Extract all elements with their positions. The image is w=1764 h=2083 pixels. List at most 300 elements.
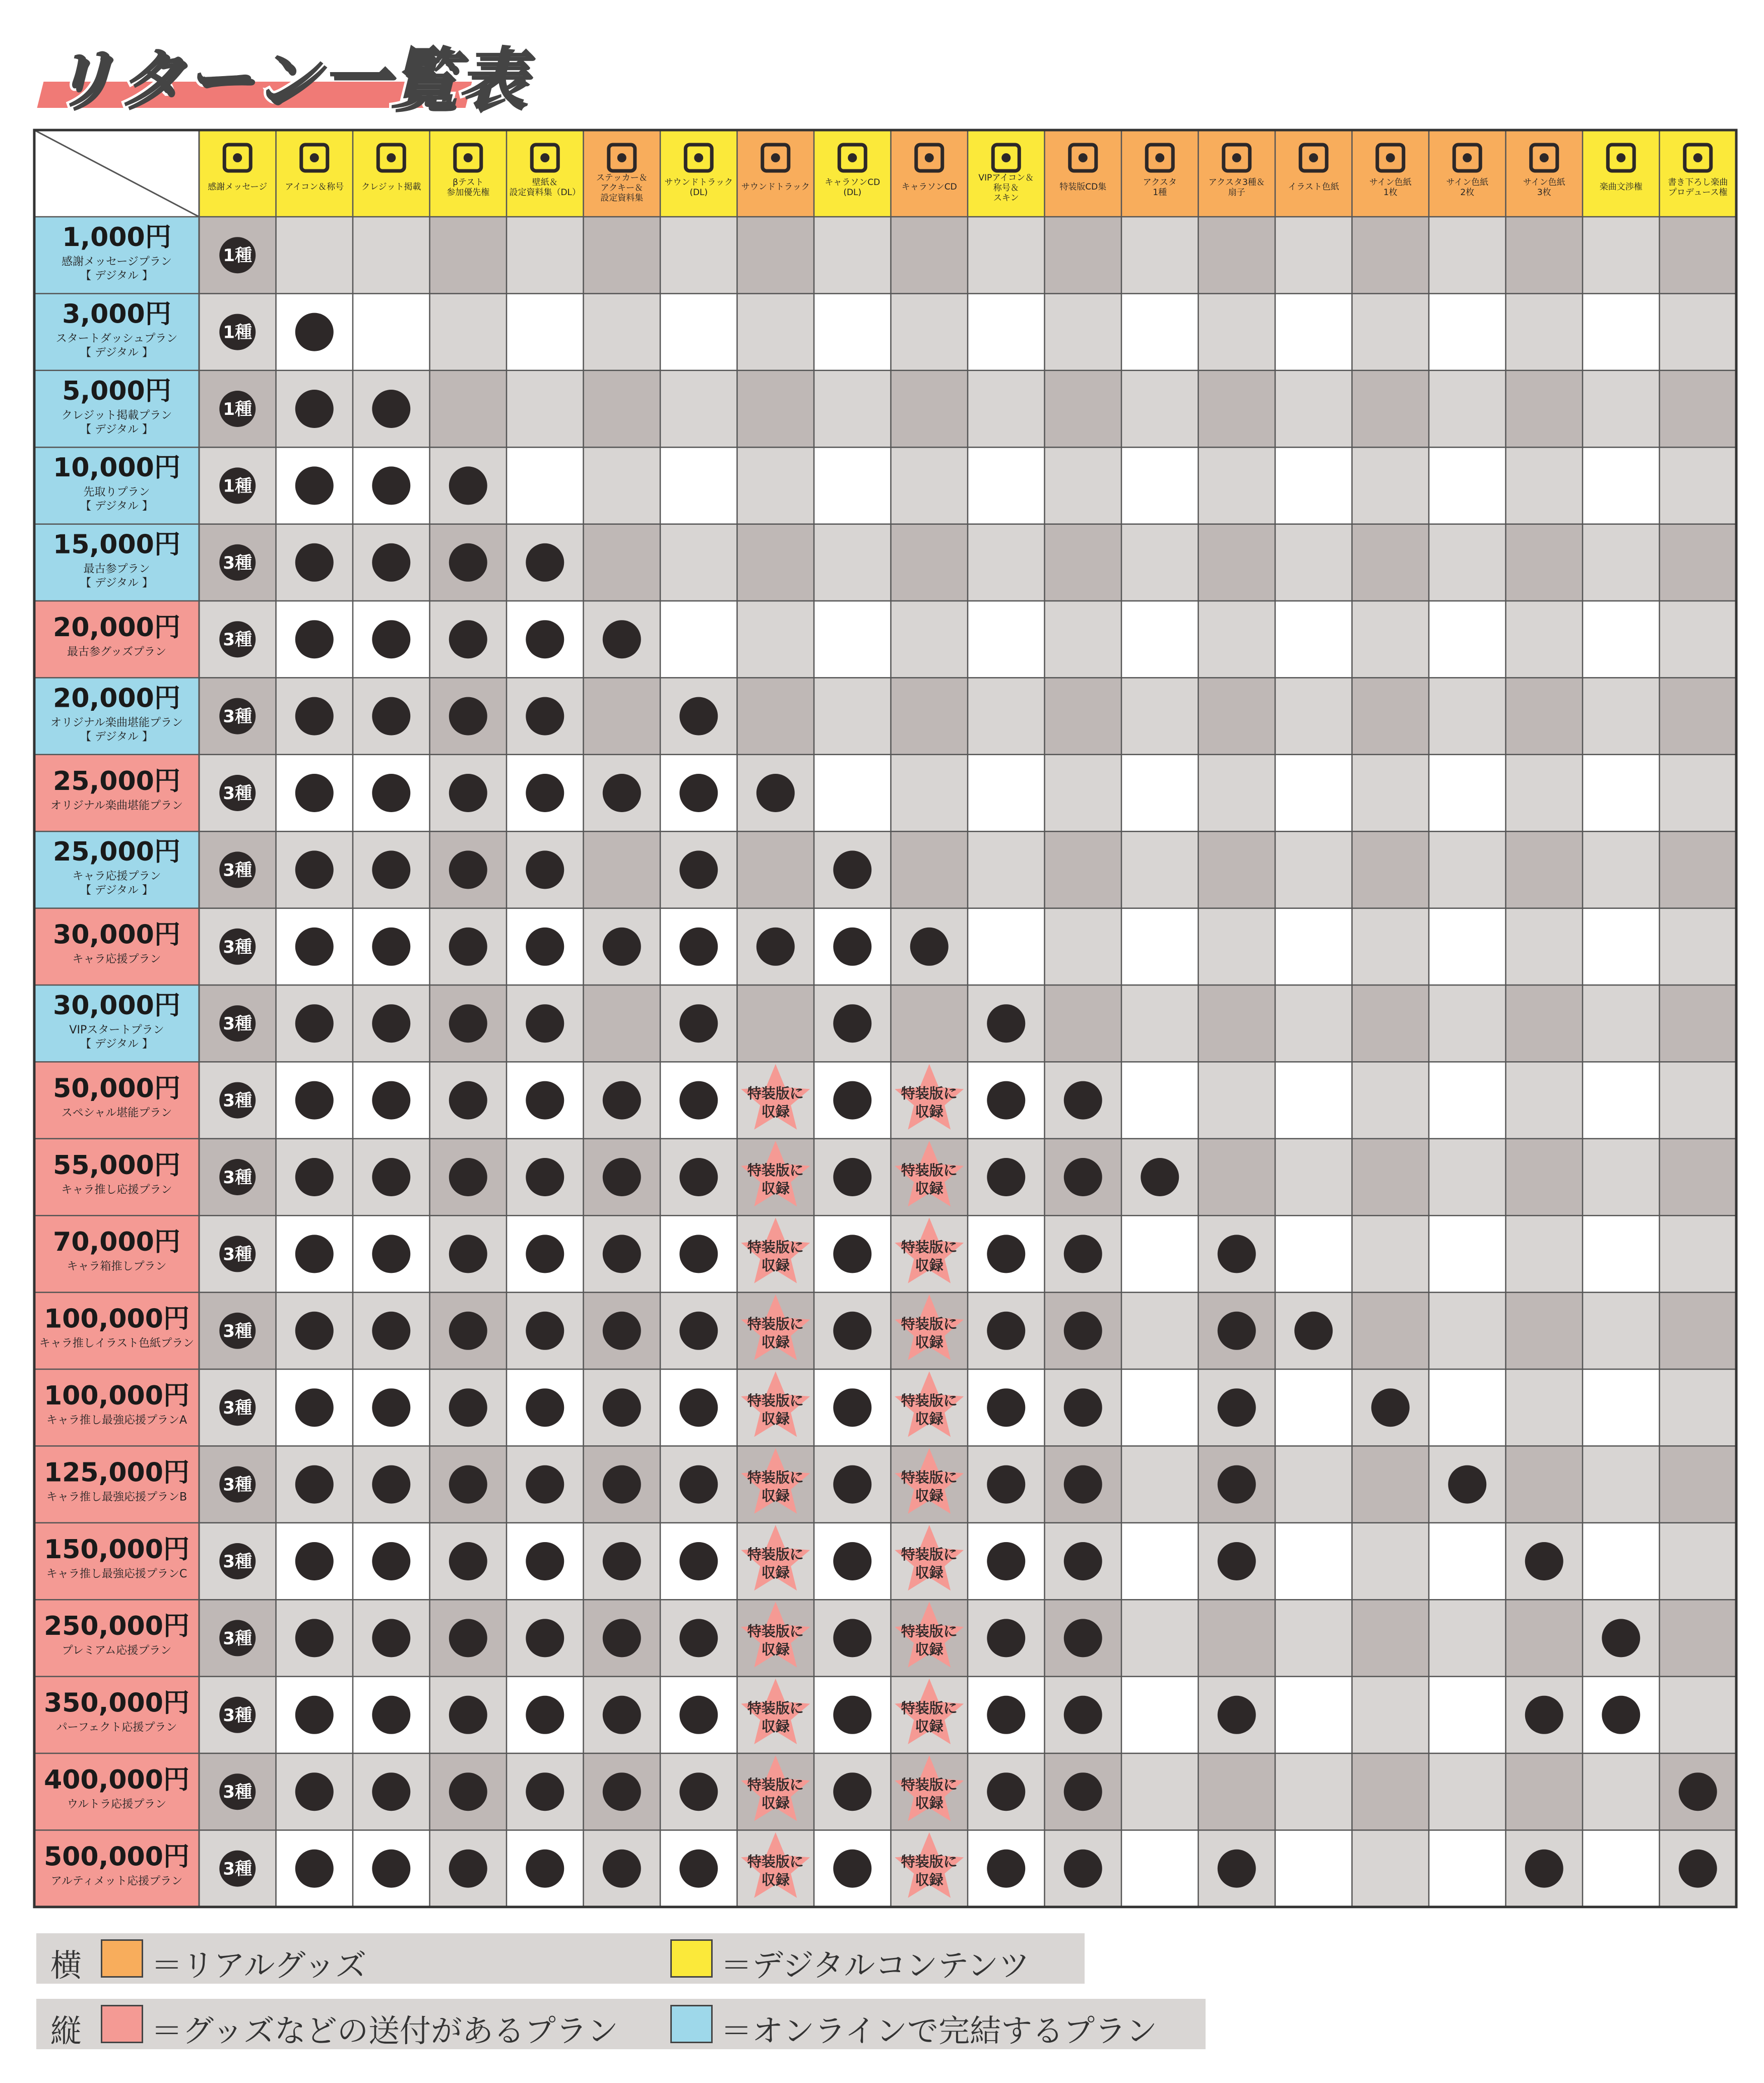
included-dot xyxy=(295,1235,334,1273)
column-label: アクスタ 1種 xyxy=(1143,177,1177,198)
column-label: クレジット掲載 xyxy=(361,182,421,192)
included-dot xyxy=(987,1312,1025,1350)
table-cell xyxy=(660,447,737,524)
plan-tag: 【 デジタル 】 xyxy=(80,270,153,282)
table-cell xyxy=(1583,371,1660,447)
table-cell xyxy=(1506,447,1583,524)
included-dot xyxy=(449,620,487,658)
included-dot xyxy=(833,1004,871,1043)
table-cell xyxy=(1506,1139,1583,1215)
column-label: ステッカー＆アクキー＆設定資料集 xyxy=(596,173,648,203)
included-dot xyxy=(526,850,564,889)
table-cell xyxy=(1199,217,1276,293)
table-cell xyxy=(1352,908,1429,985)
included-dot xyxy=(757,928,795,966)
included-dot xyxy=(1064,1772,1102,1811)
special-edition-label: 収録 xyxy=(761,1487,790,1504)
included-dot xyxy=(1602,1696,1640,1734)
included-dot xyxy=(449,1081,487,1120)
table-cell xyxy=(1583,908,1660,985)
variety-label: 3種 xyxy=(223,630,253,650)
icon-mark xyxy=(617,153,626,162)
icon-mark xyxy=(233,153,242,162)
table-cell xyxy=(1199,1600,1276,1676)
plan-price: 5,000円 xyxy=(62,376,171,406)
included-dot xyxy=(1371,1388,1410,1427)
included-dot xyxy=(295,774,334,812)
table-cell xyxy=(737,293,814,370)
table-cell xyxy=(891,293,968,370)
table-cell xyxy=(1506,1293,1583,1369)
special-edition-label: 収録 xyxy=(915,1487,943,1504)
variety-label: 3種 xyxy=(223,553,253,573)
included-dot xyxy=(372,1388,410,1427)
table-cell xyxy=(1506,678,1583,754)
included-dot xyxy=(526,1158,564,1196)
table-cell xyxy=(1429,1139,1506,1215)
table-cell xyxy=(276,217,353,293)
legend-digital: ＝デジタルコンテンツ xyxy=(721,1947,1030,1984)
table-cell xyxy=(891,831,968,908)
table-cell xyxy=(1045,755,1122,831)
plan-tag: 【 デジタル 】 xyxy=(80,577,153,590)
table-cell xyxy=(1583,1446,1660,1522)
table-cell xyxy=(1429,447,1506,524)
legend-swatch-digital xyxy=(670,1939,713,1978)
table-cell xyxy=(1275,293,1352,370)
included-dot xyxy=(295,1081,334,1120)
plan-price: 55,000円 xyxy=(53,1150,180,1181)
included-dot xyxy=(295,1312,334,1350)
table-cell xyxy=(737,217,814,293)
table-cell xyxy=(1352,217,1429,293)
icon-mark xyxy=(1079,153,1088,162)
table-cell xyxy=(1121,447,1199,524)
included-dot xyxy=(1064,1850,1102,1888)
table-cell xyxy=(737,601,814,678)
included-dot xyxy=(987,1465,1025,1504)
table-cell xyxy=(584,985,661,1062)
included-dot xyxy=(603,1772,641,1811)
table-cell xyxy=(814,447,891,524)
included-dot xyxy=(295,1772,334,1811)
included-dot xyxy=(295,1696,334,1734)
column-label: サウンドトラック xyxy=(741,182,810,192)
variety-label: 3種 xyxy=(223,1321,253,1341)
icon-mark xyxy=(1309,153,1318,162)
included-dot xyxy=(295,1158,334,1196)
plan-price: 20,000円 xyxy=(53,683,180,714)
plan-name: 先取りプラン xyxy=(83,486,150,499)
plan-price: 150,000円 xyxy=(44,1534,190,1565)
included-dot xyxy=(679,1619,718,1657)
plan-price: 125,000円 xyxy=(44,1457,190,1488)
table-cell xyxy=(968,217,1045,293)
included-dot xyxy=(987,1696,1025,1734)
table-cell xyxy=(1429,601,1506,678)
column-label: 壁紙＆設定資料集（DL） xyxy=(509,177,581,198)
variety-label: 3種 xyxy=(223,1705,253,1726)
table-cell xyxy=(1121,293,1199,370)
included-dot xyxy=(449,1850,487,1888)
included-dot xyxy=(372,1619,410,1657)
included-dot xyxy=(526,928,564,966)
special-edition-label: 特装版に xyxy=(901,1239,958,1256)
variety-label: 3種 xyxy=(223,1090,253,1111)
table-cell xyxy=(1121,217,1199,293)
table-cell xyxy=(891,447,968,524)
variety-label: 3種 xyxy=(223,1398,253,1419)
included-dot xyxy=(1218,1235,1256,1273)
table-cell xyxy=(1506,831,1583,908)
special-edition-label: 収録 xyxy=(761,1257,790,1274)
plan-name: 最古参プラン xyxy=(83,563,150,576)
icon-mark xyxy=(1232,153,1241,162)
column-label: 感謝メッセージ xyxy=(208,182,268,192)
variety-label: 3種 xyxy=(223,937,253,957)
column-label: VIPアイコン＆称号＆スキン xyxy=(978,173,1034,203)
table-cell xyxy=(1429,908,1506,985)
included-dot xyxy=(679,928,718,966)
included-dot xyxy=(833,1388,871,1427)
table-cell xyxy=(1583,1830,1660,1907)
special-edition-label: 収録 xyxy=(915,1257,943,1274)
table-cell xyxy=(1660,447,1737,524)
legend-online-plan: ＝オンラインで完結するプラン xyxy=(721,2012,1158,2049)
table-cell xyxy=(1429,678,1506,754)
included-dot xyxy=(987,1081,1025,1120)
included-dot xyxy=(603,774,641,812)
table-cell xyxy=(1352,524,1429,601)
table-cell xyxy=(1199,1753,1276,1830)
table-cell xyxy=(1583,985,1660,1062)
table-cell xyxy=(1352,1215,1429,1292)
column-label: キャラソンCD xyxy=(901,182,957,192)
plan-tag: 【 デジタル 】 xyxy=(80,500,153,513)
table-cell xyxy=(1583,1753,1660,1830)
column-label: サイン色紙 1枚 xyxy=(1369,177,1412,198)
table-cell xyxy=(1352,1677,1429,1753)
plan-price: 30,000円 xyxy=(53,920,180,950)
plan-name: 感謝メッセージプラン xyxy=(61,256,172,268)
table-cell xyxy=(1121,908,1199,985)
table-cell xyxy=(660,217,737,293)
plan-name: キャラ推し最強応援プランB xyxy=(46,1491,187,1504)
included-dot xyxy=(295,543,334,582)
included-dot xyxy=(833,1772,871,1811)
column-label: サイン色紙 2枚 xyxy=(1446,177,1489,198)
table-cell xyxy=(1275,1062,1352,1138)
table-cell xyxy=(1121,831,1199,908)
special-edition-label: 特装版に xyxy=(901,1776,958,1794)
table-cell xyxy=(1583,293,1660,370)
included-dot xyxy=(449,1312,487,1350)
included-dot xyxy=(1679,1850,1717,1888)
included-dot xyxy=(372,850,410,889)
included-dot xyxy=(449,543,487,582)
table-cell xyxy=(1429,371,1506,447)
icon-mark xyxy=(1616,153,1625,162)
plan-name: キャラ推し最強応援プランA xyxy=(46,1414,187,1427)
column-label: βテスト参加優先権 xyxy=(447,177,490,198)
plan-name: ウルトラ応援プラン xyxy=(67,1798,167,1811)
variety-label: 1種 xyxy=(223,476,253,497)
table-cell xyxy=(1583,1215,1660,1292)
included-dot xyxy=(1679,1772,1717,1811)
table-cell xyxy=(891,755,968,831)
table-cell xyxy=(1429,1600,1506,1676)
included-dot xyxy=(987,1542,1025,1580)
table-cell xyxy=(660,601,737,678)
table-cell xyxy=(1660,371,1737,447)
special-edition-label: 特装版に xyxy=(747,1085,804,1102)
included-dot xyxy=(603,1696,641,1734)
table-cell xyxy=(891,601,968,678)
table-cell xyxy=(1660,1139,1737,1215)
included-dot xyxy=(679,697,718,736)
plan-price: 500,000円 xyxy=(44,1842,190,1872)
included-dot xyxy=(449,1465,487,1504)
included-dot xyxy=(987,1772,1025,1811)
icon-mark xyxy=(1463,153,1472,162)
table-cell xyxy=(1121,371,1199,447)
included-dot xyxy=(295,313,334,351)
table-cell xyxy=(1429,1369,1506,1446)
included-dot xyxy=(526,774,564,812)
included-dot xyxy=(526,1696,564,1734)
table-cell xyxy=(1352,293,1429,370)
included-dot xyxy=(1218,1850,1256,1888)
special-edition-label: 収録 xyxy=(915,1411,943,1428)
table-cell xyxy=(1352,1446,1429,1522)
plan-price: 100,000円 xyxy=(44,1381,190,1411)
special-edition-label: 特装版に xyxy=(747,1776,804,1794)
special-edition-label: 収録 xyxy=(915,1641,943,1658)
included-dot xyxy=(449,1619,487,1657)
table-cell xyxy=(1429,293,1506,370)
table-cell xyxy=(1045,371,1122,447)
included-dot xyxy=(679,1235,718,1273)
included-dot xyxy=(372,1235,410,1273)
table-cell xyxy=(814,371,891,447)
table-cell xyxy=(1275,524,1352,601)
table-cell xyxy=(1199,831,1276,908)
included-dot xyxy=(1525,1542,1563,1580)
table-cell xyxy=(1583,831,1660,908)
included-dot xyxy=(1448,1465,1486,1504)
included-dot xyxy=(833,1235,871,1273)
table-cell xyxy=(1275,1523,1352,1600)
included-dot xyxy=(679,1388,718,1427)
table-cell xyxy=(1121,1293,1199,1369)
variety-label: 3種 xyxy=(223,1244,253,1265)
table-cell xyxy=(1660,1523,1737,1600)
table-cell xyxy=(1121,1830,1199,1907)
table-cell xyxy=(814,524,891,601)
included-dot xyxy=(449,1235,487,1273)
plan-name: アルティメット応援プラン xyxy=(50,1875,183,1888)
included-dot xyxy=(833,1696,871,1734)
included-dot xyxy=(372,466,410,505)
plan-tag: 【 デジタル 】 xyxy=(80,1038,153,1051)
included-dot xyxy=(449,697,487,736)
included-dot xyxy=(679,850,718,889)
column-label: 特装版CD集 xyxy=(1059,182,1107,192)
included-dot xyxy=(603,1081,641,1120)
table-cell xyxy=(1275,1139,1352,1215)
table-cell xyxy=(1045,985,1122,1062)
table-cell xyxy=(1121,1677,1199,1753)
special-edition-label: 収録 xyxy=(761,1871,790,1888)
table-cell xyxy=(1199,985,1276,1062)
table-cell xyxy=(1429,524,1506,601)
table-cell xyxy=(1352,1523,1429,1600)
table-cell xyxy=(968,371,1045,447)
plan-price: 10,000円 xyxy=(53,453,180,483)
table-cell xyxy=(1660,1600,1737,1676)
included-dot xyxy=(1294,1312,1333,1350)
table-cell xyxy=(737,447,814,524)
plan-name: オリジナル楽曲堪能プラン xyxy=(50,799,183,812)
table-cell xyxy=(1506,1600,1583,1676)
table-cell xyxy=(1275,1830,1352,1907)
included-dot xyxy=(526,1312,564,1350)
table-cell xyxy=(660,524,737,601)
table-cell xyxy=(1660,678,1737,754)
table-cell xyxy=(814,293,891,370)
table-cell xyxy=(814,217,891,293)
table-cell xyxy=(1506,1446,1583,1522)
table-cell xyxy=(1352,1830,1429,1907)
special-edition-label: 収録 xyxy=(761,1564,790,1581)
variety-label: 3種 xyxy=(223,1014,253,1034)
legend-real-goods: ＝リアルグッズ xyxy=(151,1947,367,1984)
plan-name: クレジット掲載プラン xyxy=(61,409,172,422)
icon-mark xyxy=(848,153,857,162)
plan-price: 400,000円 xyxy=(44,1765,190,1795)
table-cell xyxy=(1199,524,1276,601)
included-dot xyxy=(833,1081,871,1120)
table-cell xyxy=(1583,1139,1660,1215)
table-cell xyxy=(1583,217,1660,293)
table-cell xyxy=(891,678,968,754)
included-dot xyxy=(679,1465,718,1504)
table-cell xyxy=(968,678,1045,754)
table-cell xyxy=(1506,1062,1583,1138)
included-dot xyxy=(757,774,795,812)
included-dot xyxy=(295,1004,334,1043)
table-cell xyxy=(1121,601,1199,678)
table-cell xyxy=(1429,217,1506,293)
table-cell xyxy=(737,678,814,754)
included-dot xyxy=(603,1542,641,1580)
plan-name: キャラ推しイラスト色紙プラン xyxy=(39,1337,195,1350)
table-cell xyxy=(1275,985,1352,1062)
column-label: キャラソンCD (DL) xyxy=(825,177,880,198)
plan-name: キャラ推し最強応援プランC xyxy=(46,1567,187,1580)
included-dot xyxy=(679,1312,718,1350)
column-label: アクスタ3種＆扇子 xyxy=(1208,177,1265,198)
included-dot xyxy=(295,928,334,966)
special-edition-label: 収録 xyxy=(915,1718,943,1735)
table-cell xyxy=(584,371,661,447)
table-cell xyxy=(1660,601,1737,678)
included-dot xyxy=(1064,1312,1102,1350)
included-dot xyxy=(449,850,487,889)
column-label: アイコン＆称号 xyxy=(285,182,344,192)
included-dot xyxy=(295,1465,334,1504)
table-cell xyxy=(1352,831,1429,908)
plan-price: 50,000円 xyxy=(53,1073,180,1104)
legend-shipping-plan: ＝グッズなどの送付があるプラン xyxy=(151,2012,618,2049)
table-cell xyxy=(1275,1215,1352,1292)
included-dot xyxy=(987,1158,1025,1196)
table-cell xyxy=(1506,1215,1583,1292)
included-dot xyxy=(1218,1696,1256,1734)
table-cell xyxy=(1045,293,1122,370)
column-label: イラスト色紙 xyxy=(1288,182,1339,192)
table-cell xyxy=(1583,678,1660,754)
special-edition-label: 特装版に xyxy=(747,1623,804,1640)
table-cell xyxy=(1660,1062,1737,1138)
table-cell xyxy=(968,293,1045,370)
table-cell xyxy=(1275,217,1352,293)
table-cell xyxy=(1660,831,1737,908)
column-label: 書き下ろし楽曲プロデュース権 xyxy=(1668,177,1728,198)
legend-vertical-label: 縦 xyxy=(50,2012,82,2049)
included-dot xyxy=(1218,1542,1256,1580)
table-cell xyxy=(1352,1753,1429,1830)
included-dot xyxy=(372,928,410,966)
table-cell xyxy=(353,293,430,370)
included-dot xyxy=(526,697,564,736)
table-cell xyxy=(1429,1215,1506,1292)
plan-tag: 【 デジタル 】 xyxy=(80,423,153,436)
table-cell xyxy=(1429,1753,1506,1830)
table-cell xyxy=(584,524,661,601)
table-cell xyxy=(1121,755,1199,831)
variety-label: 3種 xyxy=(223,1475,253,1495)
included-dot xyxy=(372,390,410,428)
included-dot xyxy=(526,1619,564,1657)
included-dot xyxy=(372,1696,410,1734)
plan-name: スタートダッシュプラン xyxy=(55,332,178,345)
table-cell xyxy=(1121,1753,1199,1830)
included-dot xyxy=(526,1081,564,1120)
special-edition-label: 収録 xyxy=(915,1103,943,1120)
plan-price: 1,000円 xyxy=(62,222,171,253)
included-dot xyxy=(526,1388,564,1427)
table-cell xyxy=(737,524,814,601)
table-cell xyxy=(1660,1677,1737,1753)
included-dot xyxy=(833,1158,871,1196)
icon-mark xyxy=(1693,153,1703,162)
icon-mark xyxy=(925,153,934,162)
special-edition-label: 収録 xyxy=(915,1871,943,1888)
special-edition-label: 収録 xyxy=(761,1718,790,1735)
variety-label: 3種 xyxy=(223,1168,253,1188)
table-cell xyxy=(737,371,814,447)
included-dot xyxy=(603,1312,641,1350)
column-label: 楽曲文渉権 xyxy=(1599,182,1643,192)
table-cell xyxy=(1199,447,1276,524)
included-dot xyxy=(833,1312,871,1350)
table-cell xyxy=(1121,1369,1199,1446)
included-dot xyxy=(449,928,487,966)
table-cell xyxy=(1660,1369,1737,1446)
table-cell xyxy=(1429,831,1506,908)
included-dot xyxy=(449,1388,487,1427)
